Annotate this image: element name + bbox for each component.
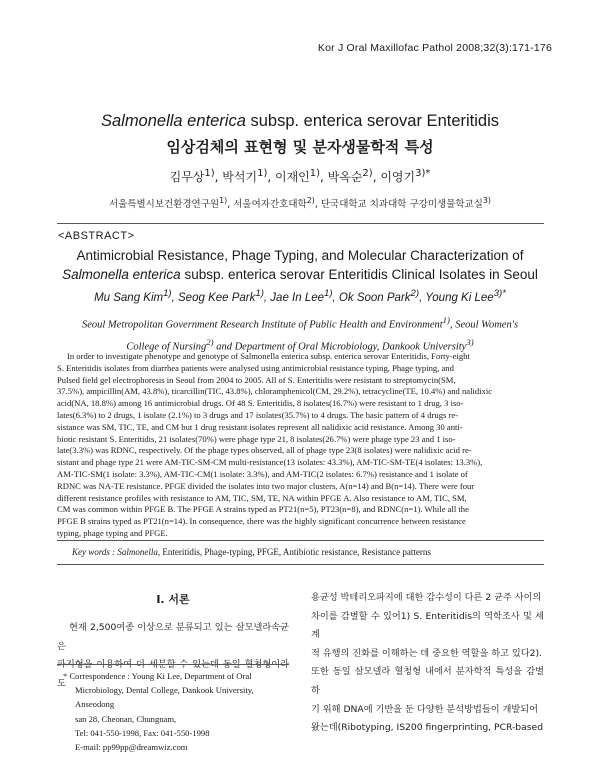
- abstract-line: RDNC was NA-TE resistance. PFGE divided the isolates into two major clusters, A(n=14) and B(n=14). There were four: [57, 480, 475, 491]
- abstract-line: PFGE B strains typed as PT21(n=14). In consequence, there was the highly significant concurrence between resistance: [57, 516, 466, 527]
- keywords-bottom-rule: [57, 564, 544, 565]
- abstract-line: In order to investigate phenotype and genotype of Salmonella enterica subsp. enterica serovar Enteritidis, Forty-eight: [67, 351, 470, 361]
- body-line: 용균성 박테리오파지에 대한 감수성이 다른 2 균주 사이의: [311, 592, 542, 603]
- abstract-line: sistance was SM, TIC, TE, and CM but 1 drug resistant isolates represent all nalidixic acid resistance. Among 30 anti-: [57, 421, 463, 432]
- body-line: 또한 동일 살모넬라 혈청형 내에서 분자학적 특성을 감별하: [311, 666, 544, 696]
- abs-author-3-sup: 1): [324, 288, 333, 299]
- affil-ko-2: , 서울여자간호대학: [227, 199, 307, 211]
- author-1: 김무상: [169, 170, 205, 184]
- abstract-title: [0, 246, 600, 284]
- abstract-line: acid(NA, 18.8%) among 16 antimicrobial drugs. Of 48 S. Enteritidis, 8 isolates(16.7%) were resistant to 1 drug, 3 iso-: [57, 398, 464, 409]
- abs-author-1: Mu Sang Kim: [94, 291, 164, 304]
- keywords: [72, 547, 431, 557]
- body-line: 왔는데(Ribotyping, IS200 fingerprinting, PCR-based: [311, 722, 544, 734]
- abstract-line: biotic resistant S. Enteritidis, 21 isolates(70%) were phage type 21, 8 isolates(26.7%) were phage type 23 and 1 iso-: [57, 433, 456, 444]
- abs-author-4-sup: 2): [410, 288, 420, 299]
- author-2-sup: 1): [257, 168, 268, 179]
- abstract-label: <ABSTRACT>: [58, 230, 135, 242]
- abstract-line: 37.5%), ampicillin(AM, 43.8%), ticarcillin(TIC, 43.8%), chloramphenicol(CM, 29.2%), tetracycline(TE, 10.4%) and nalidixic: [57, 386, 493, 397]
- abstract-title-rest: subsp. enterica serovar Enteritidis Clinical Isolates in Seoul: [180, 267, 538, 282]
- author-3-sup: 1): [309, 168, 321, 179]
- abstract-line: CM was common within PFGE B. The PFGE A strains typed as PT21(n=5), PT23(n=8), and RDNC(n=1). While all the: [57, 504, 469, 515]
- corr-line: * Correspondence : Young Ki Lee, Department of Oral: [63, 671, 252, 681]
- abs-affil-2b: and Department of Oral Microbiology, Dankook University: [213, 341, 467, 352]
- affil-ko-3: , 단국대학교 치과대학 구강미생물학교실: [314, 199, 483, 211]
- abs-affil-2: College of Nursing: [126, 341, 207, 352]
- author-3: , 이재인: [267, 170, 310, 184]
- abstract-top-rule: [57, 223, 544, 224]
- corr-line: san 28, Cheonan, Chungnam,: [75, 713, 177, 724]
- body-line: 차이를 감별할 수 있어1) S. Enteritidis의 역학조사 및 세계: [311, 610, 544, 641]
- affil-ko-2-sup: 2): [306, 196, 315, 205]
- title-korean: 임상검체의 표현형 및 분자생물학적 특성: [166, 138, 434, 156]
- abstract-line: late(3.3%) was RDNC, respectively. Of the phage types observed, all of phage type 23(8 isolates) were nalidixic acid re-: [57, 445, 472, 456]
- author-2: , 박석기: [214, 170, 258, 184]
- abstract-body: [57, 351, 544, 540]
- abstract-title-line-2: [0, 265, 600, 284]
- affil-ko-1: 서울특별시보건환경연구원: [108, 199, 220, 211]
- abs-author-5-sup: 3)*: [493, 288, 506, 299]
- corr-email: E-mail: pp99pp@dreamwiz.com: [75, 742, 188, 753]
- intro-line: 현재 2,500여종 이상으로 분류되고 있는 살모넬라속균은: [57, 622, 289, 652]
- abstract-title-species: Salmonella enterica: [62, 267, 181, 282]
- abstract-line: typing, phage typing and PFGE.: [57, 527, 168, 538]
- author-4: , 박옥순: [320, 170, 363, 184]
- abstract-affiliations: [0, 312, 600, 355]
- author-5: , 이영기: [372, 170, 416, 184]
- keywords-top-rule: [57, 540, 544, 541]
- keywords-list: , Enteritidis, Phage-typing, PFGE, Antibiotic resistance, Resistance patterns: [157, 547, 431, 557]
- title-english: [0, 112, 600, 131]
- body-line: 기 위해 DNA에 기반을 둔 다양한 분석방법들이 개발되어: [311, 703, 539, 715]
- abs-affil-1-sup: 1): [442, 315, 450, 325]
- journal-reference: Kor J Oral Maxillofac Pathol 2008;32(3):171-176: [317, 42, 552, 54]
- abstract-title-line-1: Antimicrobial Resistance, Phage Typing, and Molecular Characterization of: [76, 248, 524, 263]
- abstract-line: Pulsed field gel electrophoresis in Seoul from 2004 to 2005. All of S. Enteritidis were resistant to streptomycin(SM,: [57, 374, 456, 385]
- affiliations-korean: [0, 196, 600, 210]
- keyword-genus: Salmonella: [117, 547, 158, 557]
- abstract-line: AM-TIC-SM(1 isolate: 3.3%), AM-TIC-CM(1 isolate: 3.3%), and AM-TIC(2 isolates: 6.7%) resistance and 1 isolate of: [57, 468, 468, 479]
- abs-affil-2-sup: 2): [206, 336, 214, 347]
- abs-author-2: , Seog Kee Park: [171, 291, 256, 304]
- abs-author-2-sup: 1): [255, 288, 264, 299]
- abs-affil-line-1: [0, 312, 600, 334]
- abstract-authors: [0, 288, 600, 304]
- author-5-sup: 3)*: [415, 168, 431, 179]
- body-line: 적 유행의 진화를 이해하는 데 중요한 역할을 하고 있다2).: [311, 647, 542, 659]
- abs-affil-3-sup: 3): [466, 336, 474, 347]
- author-1-sup: 1): [204, 168, 215, 179]
- abs-author-3: , Jae In Lee: [263, 291, 325, 304]
- abs-affil-1b: , Seoul Women's: [449, 319, 519, 331]
- authors-korean: [0, 168, 600, 185]
- abstract-line: S. Enteritidis isolates from diarrhea patients were analysed using antimicrobial resistance typing, Phage typing, and: [57, 362, 454, 373]
- title-serovar: subsp. enterica serovar Enteritidis: [245, 112, 500, 130]
- keywords-label: Key words :: [72, 547, 118, 557]
- abstract-line: different resistance profiles with resistance to AM, TIC, SM, TE, NA within PFGE A. Also resistance to AM, TIC, SM,: [57, 492, 467, 503]
- abstract-line: sistant and phage type 21 were AM-TIC-SM-CM multi-resistance(13 isolates: 43.3%), AM-TIC-SM-TE(4 isolates: 13.3%),: [57, 457, 483, 468]
- corr-line: Microbiology, Dental College, Dankook University, Anseodong: [75, 685, 254, 710]
- title-species: Salmonella enterica: [100, 112, 246, 130]
- abstract-line: lates(6.3%) to 2 drugs, 1 isolate (2.1%) to 3 drugs and 17 isolates(35.7%) to 4 drugs. The basic pattern of 4 drugs re-: [57, 409, 459, 420]
- right-column: [311, 589, 544, 738]
- author-4-sup: 2): [362, 168, 373, 179]
- correspondence-footnote: [57, 664, 289, 754]
- abs-author-4: , Ok Soon Park: [332, 291, 411, 304]
- abs-author-5: , Young Ki Lee: [419, 291, 494, 304]
- affil-ko-1-sup: 1): [219, 196, 228, 205]
- abs-author-1-sup: 1): [163, 288, 172, 299]
- section-heading: Ⅰ. 서론: [156, 593, 190, 606]
- abs-affil-1: Seoul Metropolitan Government Research Institute of Public Health and Environment: [81, 319, 443, 331]
- corr-line: Tel: 041-550-1998, Fax: 041-550-1998: [75, 727, 210, 738]
- affil-ko-3-sup: 3): [482, 196, 492, 205]
- intro-line: 파지형을 이용하여 더 세분할 수 있는데 동일 혈청형이라도: [57, 659, 289, 689]
